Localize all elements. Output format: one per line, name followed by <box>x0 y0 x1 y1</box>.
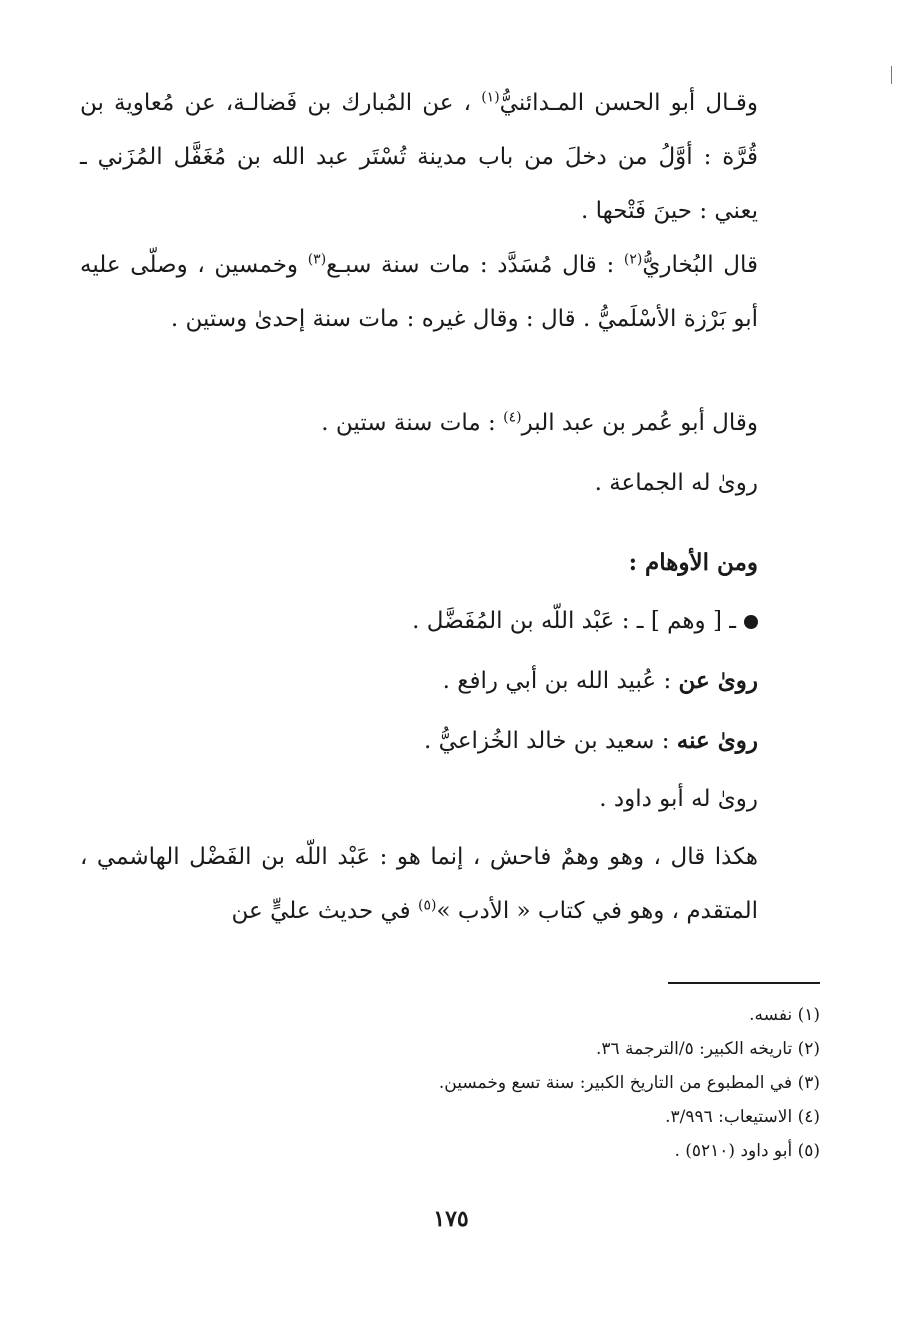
paragraph-2-part-b: : قال مُسَدَّد : مات سنة سبـع <box>326 252 624 278</box>
footnote-ref-1[interactable]: (١) <box>481 89 500 106</box>
footnote-2: (٢) تاريخه الكبير: ٥/الترجمة ٣٦. <box>595 1039 820 1059</box>
paragraph-4 <box>80 456 820 510</box>
footnote-5: (٥) أبو داود (٥٢١٠) . <box>674 1141 820 1161</box>
paragraph-3-part-a: وقال أبو عُمر بن عبد البر <box>521 410 758 436</box>
section-heading <box>80 536 820 590</box>
paragraph-7 <box>80 654 820 708</box>
paragraph-9 <box>80 772 820 826</box>
paragraph-8-text <box>80 714 820 768</box>
paragraph-1-part-b: ، عن المُبارك بن فَضالـة، عن مُعاوية بن قُرَّة : أوَّلُ من دخلَ من باب مدينة تُسْتَر عبد الله بن مُغَفَّل المُزَني ـ يعني : حينَ فَتْحها . <box>80 90 758 224</box>
paragraph-1-part-a: وقـال أبو الحسن المـدائنيُّ <box>499 90 758 116</box>
margin-mark <box>891 66 892 84</box>
paragraph-1 <box>80 76 820 238</box>
paragraph-7-text <box>80 654 820 708</box>
paragraph-8 <box>80 714 820 768</box>
footnotes <box>80 998 820 1168</box>
footnote-ref-4[interactable]: (٤) <box>503 409 522 426</box>
bullet-icon <box>744 615 758 629</box>
page-number: ١٧٥ <box>433 1206 469 1232</box>
paragraph-6-content: ـ [ وهم ] ـ : عَبْد اللّه بن المُفَضَّل . <box>412 608 736 634</box>
paragraph-4-text: روىٰ له الجماعة . <box>594 470 758 496</box>
paragraph-1-text <box>80 76 820 238</box>
footnote-separator <box>668 982 820 984</box>
footnote-1: (١) نفسه. <box>749 1005 820 1025</box>
paragraph-6-text <box>80 594 820 648</box>
section-heading-text: ومن الأوهام : <box>628 549 758 576</box>
footnote-3: (٣) في المطبوع من التاريخ الكبير: سنة تسع وخمسين. <box>438 1073 820 1093</box>
paragraph-6 <box>80 594 820 648</box>
footnote-ref-2[interactable]: (٢) <box>623 251 643 268</box>
paragraph-7-label: روىٰ عن <box>678 667 758 694</box>
paragraph-7-content: : عُبيد الله بن أبي رافع . <box>442 668 679 694</box>
paragraph-10 <box>80 830 820 938</box>
paragraph-2-part-c: وخمسين ، وصلّى عليه أبو بَرْزة الأسْلَميُّ . قال : وقال غيره : مات سنة إحدىٰ وستين . <box>80 252 758 332</box>
paragraph-10-part-b: في حديث عليٍّ عن <box>231 898 418 924</box>
paragraph-3 <box>80 396 820 450</box>
paragraph-8-content: : سعيد بن خالد الخُزاعيُّ . <box>424 728 677 754</box>
paragraph-10-text <box>80 830 820 938</box>
footnote-ref-5[interactable]: (٥) <box>417 897 437 914</box>
paragraph-9-text: روىٰ له أبو داود . <box>599 786 758 812</box>
paragraph-2-text <box>80 238 820 346</box>
paragraph-2 <box>80 238 820 346</box>
paragraph-2-part-a: قال البُخاريُّ <box>642 252 759 278</box>
paragraph-10-part-a: هكذا قال ، وهو وهمٌ فاحش ، إنما هو : عَبْد اللّه بن الفَضْل الهاشمي ، المتقدم ، وهو في كتاب « الأدب » <box>80 844 758 924</box>
footnote-4: (٤) الاستيعاب: ٣/٩٩٦. <box>665 1107 820 1127</box>
paragraph-8-label: روىٰ عنه <box>676 727 758 754</box>
paragraph-3-text <box>80 396 820 450</box>
paragraph-3-part-b: : مات سنة ستين . <box>321 410 504 436</box>
footnote-ref-3[interactable]: (٣) <box>307 251 327 268</box>
